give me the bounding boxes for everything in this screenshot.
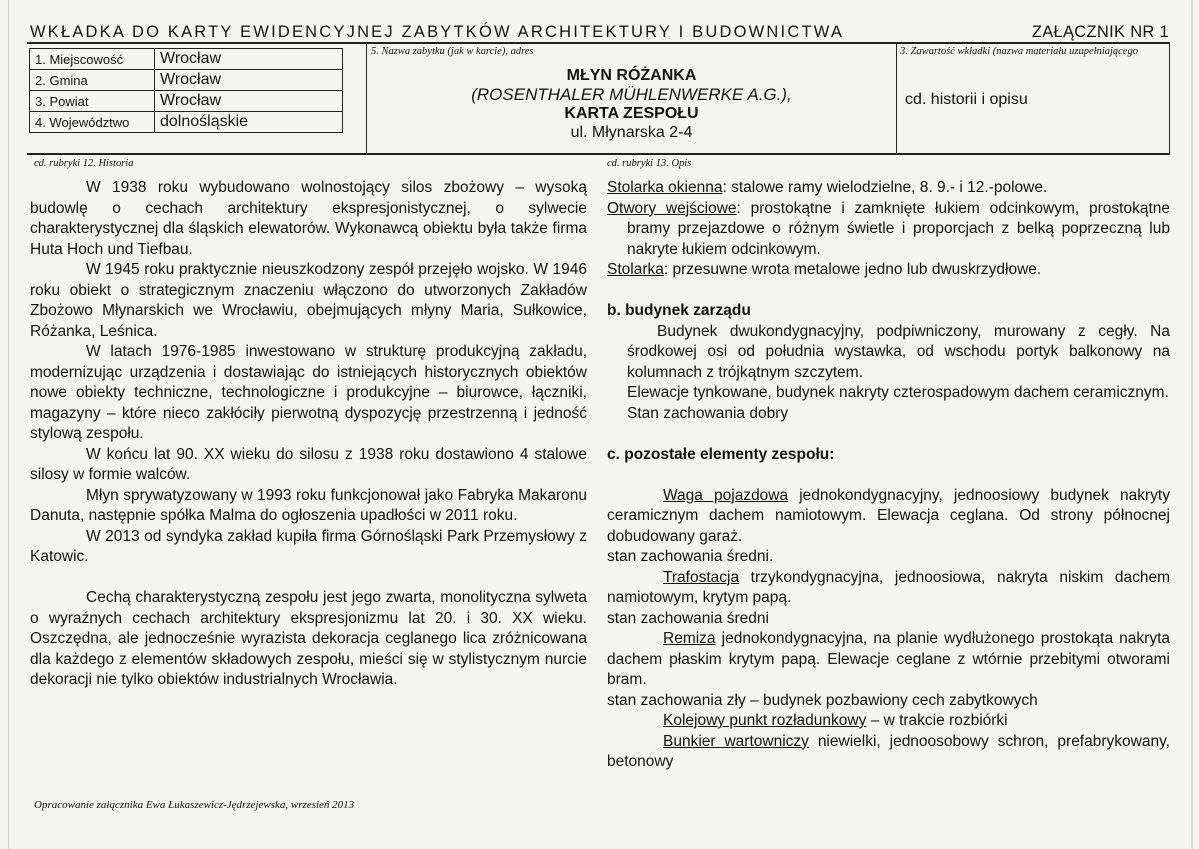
monument-name-german: (ROSENTHALER MÜHLENWERKE A.G.), xyxy=(471,85,792,104)
admin-building-paragraph: Budynek dwukondygnacyjny, podpiwniczony, murowany z cegły. Na środkowej osi od południa wystawka, od wschodu portyk balkonowy na kolumnach z trójkątnym szczytem. xyxy=(627,322,1170,381)
location-value: Wrocław xyxy=(155,91,343,112)
history-paragraph: Młyn sprywatyzowany w 1993 roku funkcjonował jako Fabryka Makaronu Danuta, następnie spółka Malma do ogłoszenia upadłości w 2011 roku. xyxy=(30,486,587,524)
windows-term: Stolarka okienna xyxy=(607,179,723,196)
monument-address: ul. Młynarska 2-4 xyxy=(570,124,693,141)
section-rule xyxy=(27,153,1170,155)
rail-term: Kolejowy punkt rozładunkowy xyxy=(663,712,867,729)
description-column xyxy=(607,178,1170,773)
monument-card-type: KARTA ZESPOŁU xyxy=(564,105,699,122)
history-paragraph: W 2013 od syndyka zakład kupiła firma Górnośląski Park Przemysłowy z Katowic. xyxy=(30,527,587,565)
windows-text: : stalowe ramy wielodzielne, 8. 9.- i 12.-polowe. xyxy=(722,179,1048,196)
transformer-entry xyxy=(607,568,1170,609)
location-row xyxy=(30,70,343,91)
description-section-label: cd. rubryki 13. Opis xyxy=(607,158,692,169)
transformer-text: trzykondygnacyjna, jednoosiowa, nakryta niskim dachem namiotowym, krytym papą. xyxy=(607,568,1170,606)
content-box-right-rule xyxy=(1169,43,1170,154)
history-paragraph: Cechą charakterystyczną zespołu jest jego zwarta, monolityczna sylweta o wyraźnych cechach architektury ekspresjonizmu lat 20. i 30. XX wieku. Oszczędna, ale jednocześnie wyrazista dekoracja ceglanego lica zróżnicowana dla każdego z elementów składowych zespołu, mieści się w stylistycznym nurcie dekoracji nie tylko obiektów industrialnych Wrocławia. xyxy=(30,589,587,688)
history-paragraph: W latach 1976-1985 inwestowano w strukturę produkcyjną zakładu, modernizując urządzenia i dostawiając do istniejących historycznych obiektów nowe obiekty techniczne, technologiczne i produkcyjne – biurowce, łączniki, magazyny – które nieco zakłóciły pierwotną dyspozycję przestrzenną i jedność stylową zespołu. xyxy=(30,343,587,442)
history-paragraph: W 1938 roku wybudowano wolnostojący silos zbożowy – wysoką budowlę o cechach architektury ekspresjonistycznej, o sylwecie charakterystycznej dla śląskich elewatorów. Wykonawcą obiektu była także firma Huta Hoch und Tiefbau. xyxy=(30,179,587,258)
scale-state: stan zachowania średni. xyxy=(607,548,774,565)
rail-text: – w trakcie rozbiórki xyxy=(866,712,1008,729)
name-box-left-rule xyxy=(366,43,367,154)
admin-building-heading: b. budynek zarządu xyxy=(607,302,751,319)
history-section-label: cd. rubryki 12. Historia xyxy=(34,158,134,169)
scale-entry xyxy=(607,486,1170,548)
transformer-state: stan zachowania średni xyxy=(607,609,769,627)
page-edge-left xyxy=(8,0,9,849)
location-value: dolnośląskie xyxy=(155,112,343,133)
location-value: Wrocław xyxy=(155,49,343,70)
header-rule xyxy=(27,42,1170,44)
joinery-term: Stolarka xyxy=(607,261,664,278)
content-field-label: 3. Zawartość wkładki (nazwa materiału uzupełniającego xyxy=(900,46,1138,57)
location-label: 2. Gmina xyxy=(30,70,155,91)
content-field-value: cd. historii i opisu xyxy=(905,91,1028,108)
admin-building-paragraph: Elewacje tynkowane, budynek nakryty czterospadowym dachem ceramicznym. xyxy=(627,384,1169,401)
location-row xyxy=(30,91,343,112)
history-paragraph: W 1945 roku praktycznie nieuszkodzony zespół przejęło wojsko. W 1946 roku obiekt o strategicznym znaczeniu włączono do utworzonych Zakładów Zbożowo Młynarskich we Wrocławiu, obejmujących młyny Maria, Sułkowice, Różanka, Leśnica. xyxy=(30,261,587,340)
history-column xyxy=(30,178,587,691)
page-edge-right xyxy=(1191,0,1193,849)
garage-term: Remiza xyxy=(663,630,716,647)
bunker-text: niewielki, jednoosobowy schron, prefabrykowany, betonowy xyxy=(607,732,1170,770)
garage-text: jednokondygnacyjna, na planie wydłużonego prostokąta nakryta dachem płaskim krytym papą. Elewacje ceglane z wtórnie przebitymi otworami bram. xyxy=(607,630,1170,688)
other-elements-heading: c. pozostałe elementy zespołu: xyxy=(607,445,835,463)
garage-entry xyxy=(607,629,1170,691)
transformer-term: Trafostacja xyxy=(663,568,740,586)
entrances-term: Otwory wejściowe xyxy=(607,199,737,217)
monument-name xyxy=(368,66,895,142)
monument-name-line: MŁYN RÓŻANKA xyxy=(566,67,697,84)
location-value: Wrocław xyxy=(155,70,343,91)
history-paragraph: W końcu lat 90. XX wieku do silosu z 1938 roku dostawiono 4 stalowe silosy w formie walców. xyxy=(30,445,587,483)
rail-entry xyxy=(607,711,1170,732)
location-row xyxy=(30,112,343,133)
joinery-text: : przesuwne wrota metalowe jedno lub dwuskrzydłowe. xyxy=(663,261,1042,278)
location-table xyxy=(29,48,343,133)
location-label: 4. Województwo xyxy=(30,112,155,133)
location-label: 1. Miejscowość xyxy=(30,49,155,70)
author-footer: Opracowanie załącznika Ewa Łukaszewicz-Jędrzejewska, wrzesień 2013 xyxy=(34,799,355,811)
document-title: WKŁADKA DO KARTY EWIDENCYJNEJ ZABYTKÓW ARCHITEKTURY I BUDOWNICTWA xyxy=(30,23,845,41)
name-box-right-rule xyxy=(896,43,897,154)
joinery-entry xyxy=(607,260,1170,281)
admin-building-state: Stan zachowania dobry xyxy=(627,404,789,422)
attachment-number: ZAŁĄCZNIK NR 1 xyxy=(1031,23,1169,41)
location-label: 3. Powiat xyxy=(30,91,155,112)
name-field-label: 5. Nazwa zabytku (jak w karcie), adres xyxy=(371,46,534,57)
entrances-entry xyxy=(607,199,1170,261)
garage-state: stan zachowania zły – budynek pozbawiony cech zabytkowych xyxy=(607,691,1038,709)
scale-term: Waga pojazdowa xyxy=(663,486,789,504)
bunker-entry xyxy=(607,732,1170,773)
location-row xyxy=(30,49,343,70)
bunker-term: Bunkier wartowniczy xyxy=(663,732,809,750)
windows-entry xyxy=(607,178,1170,199)
scale-text: jednokondygnacyjny, jednoosiowy budynek nakryty ceramicznym dachem namiotowym. Elewacja ceglana. Od strony północnej dobudowany garaż. xyxy=(607,486,1170,545)
entrances-text: : prostokątne i zamknięte łukiem odcinkowym, prostokątne bramy przejazdowe o różnym świetle i proporcjach z belką poprzeczną lub nakryte łukiem odcinkowym. xyxy=(627,199,1170,258)
